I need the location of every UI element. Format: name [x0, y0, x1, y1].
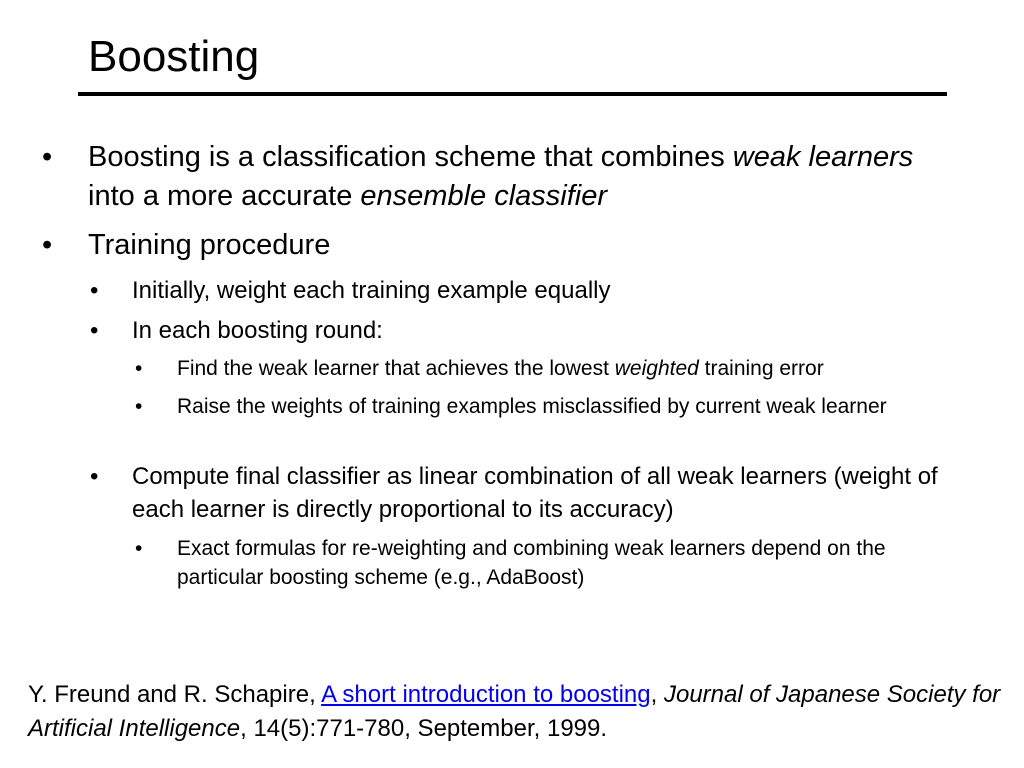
bullet-text: Boosting is a classification scheme that combines weak learners into a more accurate ensemble classifier	[88, 141, 914, 212]
bullet-text: Compute final classifier as linear combination of all weak learners (weight of each learner is directly proportional to its accuracy)	[132, 463, 938, 523]
citation-details: , 14(5):771-780, September, 1999.	[240, 715, 608, 742]
slide-title: Boosting	[88, 32, 260, 81]
bullet-marker: •	[42, 229, 53, 261]
title-underline	[78, 92, 947, 96]
bullet-text: Training procedure	[88, 229, 331, 261]
citation-journal: Journal of Japanese Society for Artificial Intelligence	[28, 681, 1001, 742]
bullet-text: Find the weak learner that achieves the lowest weighted training error	[177, 357, 824, 380]
bullet-marker: •	[135, 395, 143, 418]
bullet-text: In each boosting round:	[132, 317, 383, 344]
emphasis-weighted: weighted	[614, 357, 699, 380]
emphasis-weak-learners: weak learners	[732, 141, 914, 173]
emphasis-ensemble-classifier: ensemble classifier	[360, 180, 608, 212]
bullet-text: Raise the weights of training examples misclassified by current weak learner	[177, 395, 887, 418]
bullet-marker: •	[42, 141, 53, 173]
bullet-text: Exact formulas for re-weighting and combining weak learners depend on the particular boosting scheme (e.g., AdaBoost)	[177, 537, 886, 589]
bullet-marker: •	[90, 277, 99, 304]
bullet-text: Initially, weight each training example equally	[132, 277, 611, 304]
citation-authors: Y. Freund and R. Schapire,	[28, 681, 322, 708]
bullet-marker: •	[90, 463, 99, 490]
bullet-marker: •	[90, 317, 99, 344]
citation: Y. Freund and R. Schapire, A short introduction to boosting, Journal of Japanese Society for Artificial Intelligence, 14(5):771-780, September, 1999.	[28, 681, 1001, 742]
paper-link[interactable]: A short introduction to boosting	[321, 681, 651, 708]
bullet-marker: •	[135, 537, 143, 560]
bullet-marker: •	[135, 357, 143, 380]
